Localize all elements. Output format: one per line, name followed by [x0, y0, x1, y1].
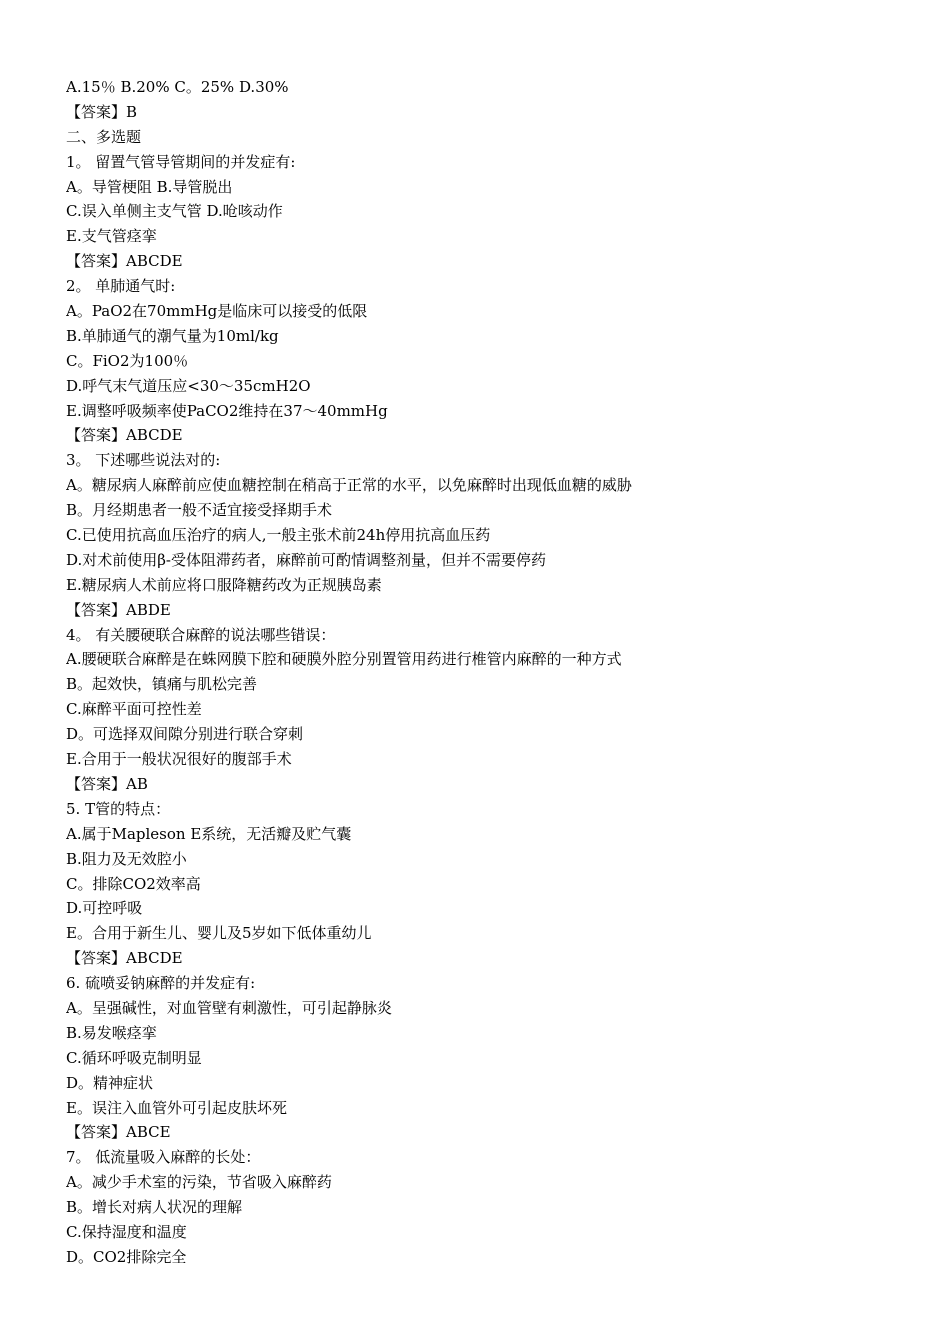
option-line: A.腰硬联合麻醉是在蛛网膜下腔和硬膜外腔分别置管用药进行椎管内麻醉的一种方式 — [66, 650, 622, 669]
answer-line: 【答案】ABCE — [66, 1123, 171, 1142]
option-line: E.支气管痉挛 — [66, 227, 157, 246]
option-line: C.循环呼吸克制明显 — [66, 1048, 202, 1067]
answer-line: 【答案】ABCDE — [66, 949, 183, 968]
answer-line: 【答案】AB — [66, 774, 148, 793]
section-heading: 二、多选题 — [66, 127, 142, 146]
option-line: D。CO2排除完全 — [66, 1247, 187, 1266]
option-line: A。导管梗阻 B.导管脱出 — [66, 177, 233, 196]
question-line: 3。 下述哪些说法对的: — [66, 451, 221, 470]
option-line: C。FiO2为100％ — [66, 351, 189, 370]
option-line: A.属于Mapleson E系统，无活瓣及贮气囊 — [66, 824, 352, 843]
answer-line: 【答案】ABCDE — [66, 252, 183, 271]
option-line: E。误注入血管外可引起皮肤坏死 — [66, 1098, 287, 1117]
option-line: B.单肺通气的潮气量为10ml/kg — [66, 326, 279, 345]
option-line: B。增长对病人状况的理解 — [66, 1198, 243, 1217]
question-line: 2。 单肺通气时: — [66, 277, 176, 296]
option-line: C.保持湿度和温度 — [66, 1222, 187, 1241]
option-line: D.呼气末气道压应<30～35cmH2O — [66, 376, 311, 395]
option-line: A。糖尿病人麻醉前应使血糖控制在稍高于正常的水平，以免麻醉时出现低血糖的威胁 — [66, 476, 632, 495]
option-line: D。可选择双间隙分别进行联合穿刺 — [66, 725, 304, 744]
option-line: C.麻醉平面可控性差 — [66, 700, 202, 719]
question-line: 6. 硫喷妥钠麻醉的并发症有: — [66, 974, 256, 993]
option-line: B.阻力及无效腔小 — [66, 849, 187, 868]
option-line: A。呈强碱性，对血管壁有刺激性，可引起静脉炎 — [66, 998, 392, 1017]
option-line: D。精神症状 — [66, 1073, 154, 1092]
option-line: D.对术前使用β-受体阻滞药者，麻醉前可酌情调整剂量，但并不需要停药 — [66, 550, 547, 569]
option-line: D.可控呼吸 — [66, 899, 143, 918]
option-line: E.合用于一般状况很好的腹部手术 — [66, 750, 292, 769]
question-line: 5. T管的特点： — [66, 799, 171, 818]
question-line: 7。 低流量吸入麻醉的长处： — [66, 1148, 261, 1167]
option-line: B.易发喉痉挛 — [66, 1023, 157, 1042]
option-line: B。月经期患者一般不适宜接受择期手术 — [66, 501, 333, 520]
option-line: C.误入单侧主支气管 D.呛咳动作 — [66, 202, 283, 221]
document-page — [66, 75, 926, 1270]
option-line: C.已使用抗高血压治疗的病人,一般主张术前24h停用抗高血压药 — [66, 526, 491, 545]
option-line: C。排除CO2效率高 — [66, 874, 201, 893]
question-line: 1。 留置气管导管期间的并发症有: — [66, 152, 296, 171]
option-line: E.调整呼吸频率使PaCO2维持在37～40mmHg — [66, 401, 388, 420]
text-line: A.15％ B.20% C。25% D.30% — [66, 78, 289, 96]
question-line: 4。 有关腰硬联合麻醉的说法哪些错误： — [66, 625, 336, 644]
answer-line: 【答案】B — [66, 102, 138, 121]
answer-line: 【答案】ABDE — [66, 600, 171, 619]
option-line: A。减少手术室的污染，节省吸入麻醉药 — [66, 1173, 332, 1192]
option-line: A。PaO2在70mmHg是临床可以接受的低限 — [66, 302, 368, 321]
option-line: B。起效快，镇痛与肌松完善 — [66, 675, 258, 694]
option-line: E。合用于新生儿、婴儿及5岁如下低体重幼儿 — [66, 924, 372, 943]
option-line: E.糖尿病人术前应将口服降糖药改为正规胰岛素 — [66, 575, 382, 594]
answer-line: 【答案】ABCDE — [66, 426, 183, 445]
